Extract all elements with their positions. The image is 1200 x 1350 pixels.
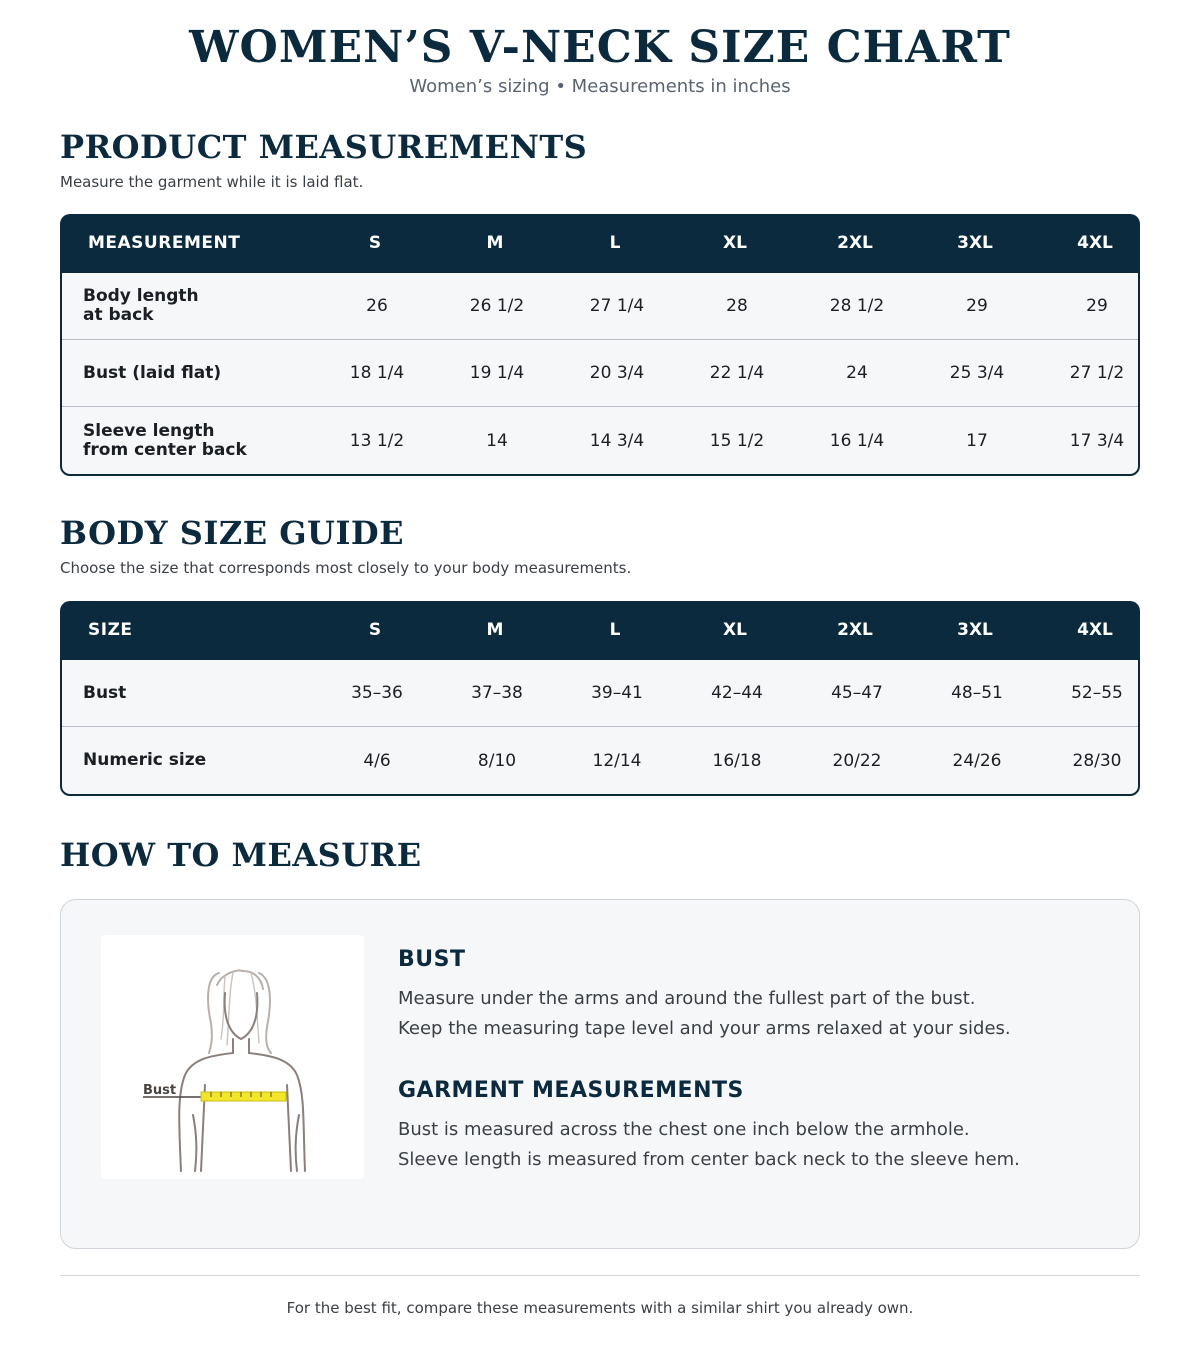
table-cell: 52–55 bbox=[1071, 683, 1123, 703]
table-cell: 16/18 bbox=[712, 750, 762, 771]
table-cell: 14 bbox=[486, 430, 508, 451]
column-header-xl: XL bbox=[723, 620, 747, 640]
table-header bbox=[60, 601, 1140, 659]
table-cell: 48–51 bbox=[951, 683, 1003, 703]
garment-instruction-line-2: Sleeve length is measured from center back neck to the sleeve hem. bbox=[398, 1149, 1020, 1170]
column-header-l: L bbox=[609, 233, 621, 253]
how-to-measure-panel bbox=[60, 899, 1140, 1249]
column-header-l: L bbox=[609, 620, 621, 640]
bust-instruction-line-2: Keep the measuring tape level and your arms relaxed at your sides. bbox=[398, 1018, 1011, 1039]
body-size-guide-description: Choose the size that corresponds most closely to your body measurements. bbox=[60, 559, 632, 577]
row-label: Bust (laid flat) bbox=[83, 362, 222, 383]
table-cell: 15 1/2 bbox=[709, 430, 765, 451]
table-cell: 29 bbox=[1086, 296, 1108, 316]
table-cell: 18 1/4 bbox=[349, 363, 405, 383]
bust-title: BUST bbox=[398, 947, 466, 972]
table-cell: 39–41 bbox=[591, 683, 643, 703]
garment-measurements-title: GARMENT MEASUREMENTS bbox=[398, 1078, 744, 1103]
page-subtitle: Women’s sizing • Measurements in inches bbox=[409, 76, 791, 97]
column-header-4xl: 4XL bbox=[1077, 233, 1113, 253]
table-row bbox=[62, 727, 1138, 794]
table-cell: 42–44 bbox=[711, 683, 763, 703]
row-label: Sleeve length from center back bbox=[83, 420, 247, 460]
table-cell: 29 bbox=[966, 296, 988, 316]
table-row bbox=[62, 273, 1138, 340]
table-cell: 4/6 bbox=[363, 750, 391, 771]
table-cell: 28 1/2 bbox=[829, 296, 885, 316]
table-cell: 35–36 bbox=[351, 683, 403, 703]
table-cell: 13 1/2 bbox=[349, 430, 405, 451]
table-cell: 17 bbox=[966, 430, 988, 451]
table-cell: 45–47 bbox=[831, 683, 883, 703]
table-body bbox=[60, 658, 1140, 796]
table-cell: 20 3/4 bbox=[589, 363, 645, 383]
table-row bbox=[62, 660, 1138, 727]
column-header-4xl: 4XL bbox=[1077, 620, 1113, 640]
body-size-table bbox=[60, 601, 1140, 796]
table-cell: 12/14 bbox=[592, 750, 642, 771]
body-size-guide-heading: BODY SIZE GUIDE bbox=[60, 514, 405, 552]
row-label: Body length at back bbox=[83, 286, 199, 325]
column-header-3xl: 3XL bbox=[957, 620, 993, 640]
column-header-2xl: 2XL bbox=[837, 233, 873, 253]
column-header-s: S bbox=[368, 620, 382, 640]
table-cell: 24 bbox=[846, 363, 868, 383]
column-header-size: SIZE bbox=[88, 620, 133, 640]
column-header-s: S bbox=[368, 233, 382, 253]
table-cell: 26 1/2 bbox=[469, 296, 525, 316]
table-header bbox=[60, 214, 1140, 272]
bust-label: Bust bbox=[143, 1083, 177, 1098]
table-cell: 19 1/4 bbox=[469, 363, 525, 383]
table-cell: 14 3/4 bbox=[589, 430, 645, 451]
table-cell: 27 1/4 bbox=[589, 296, 645, 316]
row-label: Numeric size bbox=[83, 750, 207, 770]
column-header-xl: XL bbox=[723, 233, 747, 253]
column-header-measurement: MEASUREMENT bbox=[88, 233, 241, 253]
table-row bbox=[62, 340, 1138, 407]
table-cell: 22 1/4 bbox=[709, 363, 765, 383]
table-cell: 37–38 bbox=[471, 683, 523, 703]
table-cell: 16 1/4 bbox=[829, 430, 885, 451]
table-cell: 27 1/2 bbox=[1069, 363, 1125, 383]
footer-note: For the best fit, compare these measurements with a similar shirt you already own. bbox=[286, 1299, 914, 1317]
column-header-m: M bbox=[486, 233, 504, 253]
garment-instruction-line-1: Bust is measured across the chest one inch below the armhole. bbox=[398, 1119, 970, 1140]
table-cell: 24/26 bbox=[952, 750, 1002, 771]
table-cell: 26 bbox=[366, 296, 388, 316]
column-header-2xl: 2XL bbox=[837, 620, 873, 640]
table-body bbox=[60, 271, 1140, 476]
table-cell: 8/10 bbox=[477, 750, 517, 771]
footer-divider bbox=[60, 1275, 1140, 1276]
table-row bbox=[62, 407, 1138, 474]
bust-instruction-line-1: Measure under the arms and around the fullest part of the bust. bbox=[398, 988, 976, 1009]
product-measurements-heading: PRODUCT MEASUREMENTS bbox=[60, 128, 588, 166]
page-title: WOMEN’S V-NECK SIZE CHART bbox=[189, 22, 1011, 73]
bust-measurement-illustration bbox=[101, 935, 364, 1179]
product-measurements-description: Measure the garment while it is laid flat. bbox=[60, 173, 364, 191]
column-header-3xl: 3XL bbox=[957, 233, 993, 253]
table-cell: 20/22 bbox=[832, 750, 882, 771]
table-cell: 17 3/4 bbox=[1069, 430, 1125, 451]
table-cell: 25 3/4 bbox=[949, 363, 1005, 383]
product-measurements-table bbox=[60, 214, 1140, 476]
table-cell: 28/30 bbox=[1072, 750, 1122, 771]
how-to-measure-heading: HOW TO MEASURE bbox=[60, 836, 422, 874]
woman-figure-icon bbox=[101, 935, 364, 1179]
column-header-m: M bbox=[486, 620, 504, 640]
row-label: Bust bbox=[83, 682, 127, 703]
table-cell: 28 bbox=[726, 296, 748, 316]
